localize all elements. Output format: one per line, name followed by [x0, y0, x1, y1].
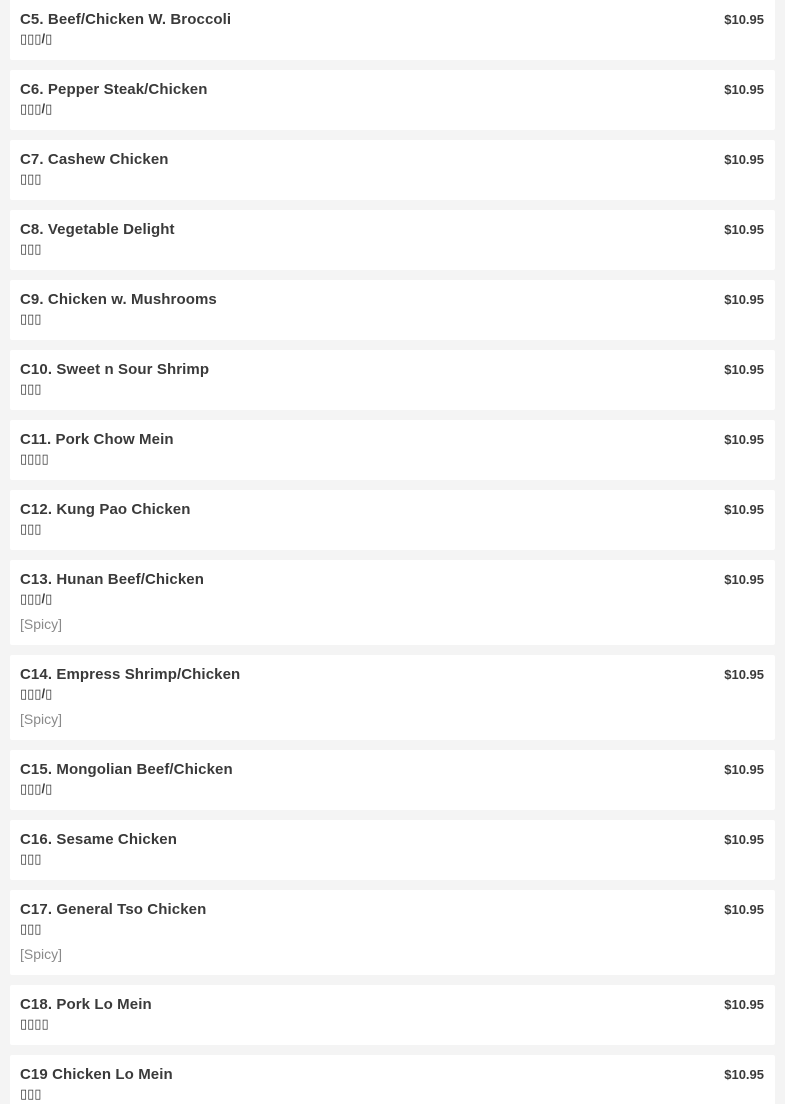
- item-chinese-name: ▯▯▯: [20, 241, 42, 256]
- item-price: $10.95: [724, 502, 764, 517]
- item-price: $10.95: [724, 152, 764, 167]
- menu-item[interactable]: [10, 985, 775, 1045]
- item-name: C12. Kung Pao Chicken: [20, 501, 191, 518]
- item-name: C16. Sesame Chicken: [20, 831, 177, 848]
- spicy-tag: [Spicy]: [20, 616, 63, 632]
- item-name: C18. Pork Lo Mein: [20, 996, 152, 1013]
- item-name: C10. Sweet n Sour Shrimp: [20, 361, 210, 378]
- item-price: $10.95: [724, 12, 764, 27]
- menu-item[interactable]: [10, 655, 775, 740]
- item-chinese-name: ▯▯▯/▯: [20, 31, 53, 46]
- spicy-tag: [Spicy]: [20, 711, 63, 727]
- item-name: C19 Chicken Lo Mein: [20, 1066, 173, 1083]
- item-price: $10.95: [724, 82, 764, 97]
- item-chinese-name: ▯▯▯▯: [20, 451, 49, 466]
- menu-item[interactable]: [10, 1055, 775, 1104]
- item-price: $10.95: [724, 572, 764, 587]
- item-name: C17. General Tso Chicken: [20, 901, 207, 918]
- menu-item[interactable]: [10, 490, 775, 550]
- menu-item[interactable]: [10, 750, 775, 810]
- item-chinese-name: ▯▯▯: [20, 311, 42, 326]
- item-chinese-name: ▯▯▯: [20, 171, 42, 186]
- item-name: C6. Pepper Steak/Chicken: [20, 81, 208, 98]
- item-chinese-name: ▯▯▯: [20, 921, 42, 936]
- menu-item[interactable]: [10, 350, 775, 410]
- item-price: $10.95: [724, 362, 764, 377]
- item-name: C9. Chicken w. Mushrooms: [20, 291, 217, 308]
- item-price: $10.95: [724, 902, 764, 917]
- item-name: C11. Pork Chow Mein: [20, 431, 174, 448]
- item-name: C14. Empress Shrimp/Chicken: [20, 666, 241, 683]
- item-chinese-name: ▯▯▯▯: [20, 1016, 49, 1031]
- spicy-tag: [Spicy]: [20, 946, 63, 962]
- item-chinese-name: ▯▯▯: [20, 381, 42, 396]
- item-name: C13. Hunan Beef/Chicken: [20, 571, 205, 588]
- menu-item[interactable]: [10, 210, 775, 270]
- item-price: $10.95: [724, 832, 764, 847]
- item-chinese-name: ▯▯▯/▯: [20, 781, 53, 796]
- menu-items-list: [10, 0, 775, 1104]
- item-price: $10.95: [724, 997, 764, 1012]
- item-name: C5. Beef/Chicken W. Broccoli: [20, 11, 232, 28]
- item-chinese-name: ▯▯▯/▯: [20, 686, 53, 701]
- item-price: $10.95: [724, 292, 764, 307]
- menu-item[interactable]: [10, 140, 775, 200]
- item-chinese-name: ▯▯▯: [20, 1086, 42, 1101]
- menu-item[interactable]: [10, 0, 775, 60]
- menu-item[interactable]: [10, 70, 775, 130]
- item-price: $10.95: [724, 762, 764, 777]
- item-name: C15. Mongolian Beef/Chicken: [20, 761, 233, 778]
- menu-item[interactable]: [10, 280, 775, 340]
- item-price: $10.95: [724, 222, 764, 237]
- menu-item[interactable]: [10, 560, 775, 645]
- item-price: $10.95: [724, 432, 764, 447]
- menu-item[interactable]: [10, 890, 775, 975]
- item-chinese-name: ▯▯▯/▯: [20, 101, 53, 116]
- item-chinese-name: ▯▯▯: [20, 851, 42, 866]
- menu-item[interactable]: [10, 420, 775, 480]
- item-name: C7. Cashew Chicken: [20, 151, 169, 168]
- item-chinese-name: ▯▯▯/▯: [20, 591, 53, 606]
- item-price: $10.95: [724, 1067, 764, 1082]
- item-price: $10.95: [724, 667, 764, 682]
- menu-item[interactable]: [10, 820, 775, 880]
- item-name: C8. Vegetable Delight: [20, 221, 175, 238]
- item-chinese-name: ▯▯▯: [20, 521, 42, 536]
